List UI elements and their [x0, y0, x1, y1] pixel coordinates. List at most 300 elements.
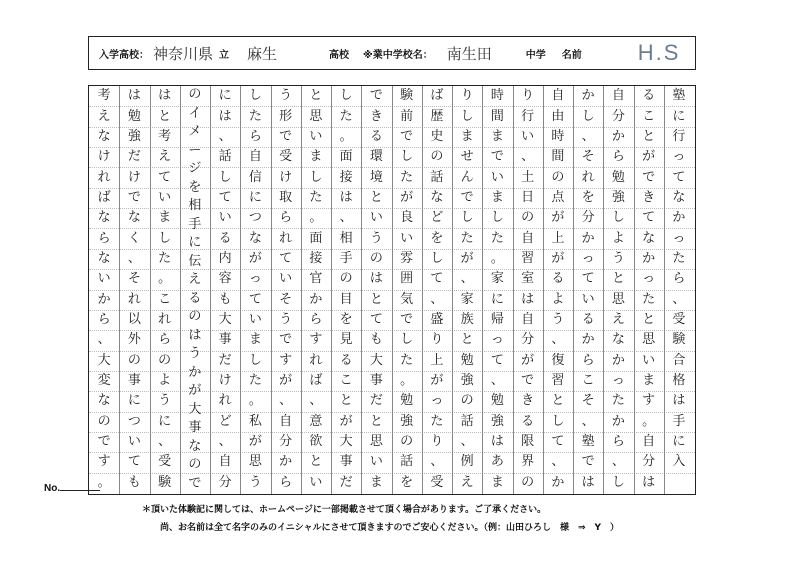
essay-char: き	[642, 189, 656, 205]
essay-char: っ	[581, 250, 595, 266]
grid-column-line	[240, 86, 241, 494]
essay-char: 由	[551, 108, 565, 124]
essay-char: が	[551, 210, 565, 226]
essay-char: に	[672, 108, 686, 124]
essay-char: 接	[339, 169, 353, 185]
essay-char: 、	[611, 454, 625, 470]
essay-char: つ	[127, 413, 141, 429]
essay-char: ま	[248, 332, 262, 348]
essay-char: 思	[369, 434, 383, 450]
essay-char: 日	[521, 189, 535, 205]
essay-char: 受	[430, 474, 444, 490]
essay-char: を	[188, 179, 202, 195]
essay-char: 思	[642, 332, 656, 348]
essay-char: ま	[460, 128, 474, 144]
essay-char: ら	[248, 128, 262, 144]
essay-char: ば	[309, 373, 323, 389]
essay-char: 自	[279, 413, 293, 429]
essay-char: ま	[369, 474, 383, 490]
essay-char: だ	[127, 149, 141, 165]
essay-char: 手	[672, 413, 686, 429]
essay-char: 族	[460, 312, 474, 328]
essay-char: な	[642, 230, 656, 246]
essay-char: す	[642, 393, 656, 409]
essay-char: た	[672, 250, 686, 266]
essay-column	[573, 86, 603, 494]
essay-char: い	[581, 291, 595, 307]
essay-char: ら	[97, 312, 111, 328]
essay-char: 史	[430, 128, 444, 144]
essay-char: 欲	[309, 434, 323, 450]
essay-char: た	[490, 230, 504, 246]
essay-char: 、	[218, 128, 232, 144]
essay-char: き	[369, 108, 383, 124]
essay-char: て	[127, 454, 141, 470]
essay-char: が	[551, 250, 565, 266]
header-row	[88, 36, 696, 70]
essay-char: か	[611, 128, 625, 144]
essay-char: 格	[672, 373, 686, 389]
essay-char: 、	[551, 454, 565, 470]
essay-char: 土	[521, 169, 535, 185]
essay-char: い	[309, 474, 323, 490]
essay-char: そ	[127, 271, 141, 287]
essay-column	[634, 86, 664, 494]
essay-char: し	[218, 169, 232, 185]
essay-char: 官	[309, 271, 323, 287]
essay-char: 事	[369, 373, 383, 389]
essay-char: す	[97, 454, 111, 470]
essay-char: い	[490, 169, 504, 185]
grid-column-line	[452, 86, 453, 494]
essay-char: 勉	[460, 352, 474, 368]
grid-column-line	[150, 86, 151, 494]
essay-char: け	[127, 169, 141, 185]
essay-char: 、	[581, 128, 595, 144]
essay-char: 上	[430, 352, 444, 368]
essay-char: れ	[309, 352, 323, 368]
grid-column-line	[664, 86, 665, 494]
essay-char: え	[158, 149, 172, 165]
essay-char: は	[218, 108, 232, 124]
grid-column-line	[513, 86, 514, 494]
essay-char: は	[642, 474, 656, 490]
essay-char: っ	[248, 271, 262, 287]
essay-char: 上	[551, 230, 565, 246]
essay-char: の	[369, 250, 383, 266]
essay-char: で	[581, 454, 595, 470]
essay-char: と	[309, 454, 323, 470]
essay-char: し	[400, 332, 414, 348]
essay-char: り	[521, 88, 535, 104]
essay-char: し	[248, 88, 262, 104]
essay-char: 入	[672, 454, 686, 470]
essay-char: 、	[218, 434, 232, 450]
essay-char: れ	[158, 312, 172, 328]
essay-char: い	[248, 312, 262, 328]
essay-char: と	[460, 332, 474, 348]
essay-char: 。	[97, 474, 111, 490]
essay-char: ま	[490, 474, 504, 490]
essay-char: ー	[188, 142, 202, 158]
essay-char: か	[97, 291, 111, 307]
essay-char: を	[339, 312, 353, 328]
footer-note-2: 尚、お名前は全て名字のみのイニシャルにさせて頂きますのでご安心ください。（例：山田ひろし 様 ⇒ Y ）	[160, 523, 620, 533]
essay-char: っ	[672, 230, 686, 246]
essay-char: 自	[521, 312, 535, 328]
essay-column	[150, 86, 180, 494]
essay-char: だ	[369, 393, 383, 409]
essay-char: で	[279, 332, 293, 348]
essay-char: に	[188, 235, 202, 251]
essay-char: れ	[218, 393, 232, 409]
essay-char: と	[611, 271, 625, 287]
essay-char: で	[97, 434, 111, 450]
essay-char: に	[218, 88, 232, 104]
essay-char: な	[248, 230, 262, 246]
essay-char: う	[279, 88, 293, 104]
essay-char: で	[642, 169, 656, 185]
essay-char: 、	[127, 250, 141, 266]
essay-char: 、	[430, 454, 444, 470]
essay-char: か	[672, 210, 686, 226]
essay-char: 相	[188, 198, 202, 214]
essay-char: な	[127, 210, 141, 226]
essay-char: 。	[309, 210, 323, 226]
essay-char: 例	[460, 454, 474, 470]
essay-char: が	[521, 352, 535, 368]
essay-char: は	[490, 434, 504, 450]
essay-char: 分	[642, 454, 656, 470]
essay-char: て	[551, 434, 565, 450]
essay-char: メ	[188, 124, 202, 140]
essay-char: 話	[218, 149, 232, 165]
essay-char: 時	[551, 128, 565, 144]
essay-char: ら	[279, 474, 293, 490]
grid-column-line	[301, 86, 302, 494]
essay-char: し	[460, 210, 474, 226]
essay-char: い	[218, 210, 232, 226]
essay-char: 。	[490, 250, 504, 266]
essay-char: で	[400, 312, 414, 328]
essay-char: せ	[460, 149, 474, 165]
essay-char: か	[611, 352, 625, 368]
essay-char: は	[158, 88, 172, 104]
essay-char: し	[551, 413, 565, 429]
essay-char: な	[97, 250, 111, 266]
essay-column	[422, 86, 452, 494]
essay-char: の	[97, 413, 111, 429]
essay-column	[543, 86, 573, 494]
essay-char: て	[672, 169, 686, 185]
essay-char: 受	[158, 454, 172, 470]
essay-char: る	[642, 88, 656, 104]
essay-char: を	[581, 189, 595, 205]
essay-char: っ	[430, 393, 444, 409]
essay-char: た	[158, 250, 172, 266]
essay-char: 分	[521, 332, 535, 348]
essay-char: 勉	[490, 393, 504, 409]
essay-char: 塾	[581, 434, 595, 450]
essay-char: 界	[521, 454, 535, 470]
essay-char: 塾	[672, 88, 686, 104]
essay-char: え	[188, 272, 202, 288]
essay-char: 家	[490, 271, 504, 287]
essay-column	[361, 86, 391, 494]
essay-char: よ	[551, 291, 565, 307]
essay-char: て	[158, 169, 172, 185]
essay-column	[664, 86, 694, 494]
essay-char: 自	[218, 454, 232, 470]
essay-char: よ	[611, 230, 625, 246]
essay-char: っ	[611, 373, 625, 389]
essay-char: 、	[460, 434, 474, 450]
essay-char: ら	[158, 332, 172, 348]
essay-char: が	[279, 373, 293, 389]
essay-column	[331, 86, 361, 494]
essay-char: れ	[97, 169, 111, 185]
essay-char: 面	[339, 149, 353, 165]
essay-char: 強	[611, 189, 625, 205]
essay-char: け	[218, 373, 232, 389]
essay-char: 境	[369, 169, 383, 185]
essay-char: 目	[339, 291, 353, 307]
essay-column	[271, 86, 301, 494]
essay-char: し	[158, 230, 172, 246]
essay-char: 囲	[400, 271, 414, 287]
essay-char: 接	[309, 250, 323, 266]
essay-char: に	[248, 189, 262, 205]
essay-char: 見	[339, 332, 353, 348]
essay-char: し	[581, 108, 595, 124]
essay-char: て	[248, 291, 262, 307]
middle-school-value: 南生田	[446, 44, 492, 63]
essay-char: 分	[218, 474, 232, 490]
essay-char: も	[369, 332, 383, 348]
essay-char: 事	[339, 454, 353, 470]
essay-char: は	[369, 271, 383, 287]
essay-char: 手	[339, 250, 353, 266]
essay-char: な	[188, 438, 202, 454]
middle-school-label: ※業中学校名：	[363, 49, 433, 61]
essay-char: は	[339, 189, 353, 205]
essay-char: る	[188, 290, 202, 306]
essay-char: い	[158, 189, 172, 205]
essay-char: て	[430, 271, 444, 287]
essay-char: 分	[581, 210, 595, 226]
essay-char: し	[611, 474, 625, 490]
essay-column	[513, 86, 543, 494]
essay-char: が	[248, 250, 262, 266]
essay-grid	[88, 85, 696, 495]
essay-char: イ	[188, 105, 202, 121]
essay-char: か	[611, 413, 625, 429]
essay-char: え	[611, 312, 625, 328]
essay-char: 。	[642, 413, 656, 429]
essay-char: 面	[309, 230, 323, 246]
essay-char: か	[279, 454, 293, 470]
essay-char: が	[460, 250, 474, 266]
essay-char: の	[339, 271, 353, 287]
essay-char: 気	[400, 291, 414, 307]
essay-column	[452, 86, 482, 494]
essay-char: の	[400, 434, 414, 450]
essay-char: の	[127, 352, 141, 368]
essay-char: が	[430, 373, 444, 389]
essay-char: 私	[248, 413, 262, 429]
essay-char: 変	[97, 373, 111, 389]
essay-char: と	[642, 128, 656, 144]
essay-char: 自	[248, 149, 262, 165]
essay-char: し	[248, 352, 262, 368]
essay-char: 大	[218, 312, 232, 328]
essay-char: 、	[460, 271, 474, 287]
essay-char: る	[339, 352, 353, 368]
grid-column-line	[210, 86, 211, 494]
essay-char: ら	[672, 271, 686, 287]
essay-char: ば	[97, 189, 111, 205]
essay-char: 手	[188, 216, 202, 232]
essay-char: い	[97, 271, 111, 287]
essay-char: 自	[642, 434, 656, 450]
essay-char: た	[309, 189, 323, 205]
essay-column	[210, 86, 240, 494]
essay-char: 点	[551, 189, 565, 205]
essay-char: 容	[218, 271, 232, 287]
essay-char: ら	[611, 434, 625, 450]
essay-char: っ	[490, 332, 504, 348]
essay-column	[301, 86, 331, 494]
grid-column-line	[573, 86, 574, 494]
essay-char: て	[369, 312, 383, 328]
essay-char: け	[97, 149, 111, 165]
essay-char: と	[309, 88, 323, 104]
essay-char: 、	[339, 210, 353, 226]
essay-char: 良	[400, 210, 414, 226]
essay-char: し	[430, 250, 444, 266]
high-school-label: 高校	[329, 49, 350, 61]
grid-column-line	[271, 86, 272, 494]
essay-char: 行	[521, 108, 535, 124]
essay-char: た	[460, 230, 474, 246]
essay-char: は	[127, 88, 141, 104]
essay-char: 復	[551, 352, 565, 368]
essay-char: 家	[460, 291, 474, 307]
essay-char: で	[369, 88, 383, 104]
essay-char: し	[490, 210, 504, 226]
essay-char: た	[248, 108, 262, 124]
essay-char: い	[400, 230, 414, 246]
essay-char: 勉	[127, 108, 141, 124]
essay-char: に	[490, 291, 504, 307]
essay-char: 大	[188, 401, 202, 417]
essay-char: の	[551, 169, 565, 185]
middle-school-suffix: 中学	[525, 49, 546, 61]
essay-char: が	[248, 434, 262, 450]
essay-char: の	[430, 149, 444, 165]
essay-char: 前	[400, 108, 414, 124]
grid-column-line	[482, 86, 483, 494]
essay-char: こ	[642, 108, 656, 124]
essay-char: か	[309, 291, 323, 307]
essay-char: は	[581, 474, 595, 490]
essay-char: に	[158, 413, 172, 429]
essay-char: て	[581, 271, 595, 287]
essay-char: を	[430, 230, 444, 246]
essay-char: う	[188, 346, 202, 362]
essay-char: る	[581, 312, 595, 328]
grid-column-line	[543, 86, 544, 494]
essay-char: は	[188, 327, 202, 343]
essay-char: 。	[339, 128, 353, 144]
essay-char: う	[369, 230, 383, 246]
essay-char: 歴	[430, 108, 444, 124]
essay-char: 形	[279, 108, 293, 124]
essay-char: 環	[369, 149, 383, 165]
essay-char: ら	[581, 352, 595, 368]
essay-char: も	[218, 291, 232, 307]
essay-char: 、	[521, 149, 535, 165]
essay-char: と	[369, 189, 383, 205]
essay-char: の	[521, 474, 535, 490]
essay-char: 考	[97, 88, 111, 104]
essay-char: と	[339, 393, 353, 409]
public-label: 立	[219, 49, 230, 61]
essay-char: を	[400, 474, 414, 490]
essay-char: か	[551, 474, 565, 490]
essay-char: う	[158, 393, 172, 409]
essay-char: 強	[127, 128, 141, 144]
essay-char: だ	[339, 474, 353, 490]
grid-column-line	[422, 86, 423, 494]
essay-char: の	[188, 87, 202, 103]
essay-column	[240, 86, 270, 494]
essay-char: 考	[158, 128, 172, 144]
name-label: 名前	[561, 49, 582, 61]
essay-char: 間	[551, 149, 565, 165]
essay-char: で	[127, 189, 141, 205]
essay-char: 自	[611, 88, 625, 104]
essay-char: が	[339, 413, 353, 429]
essay-char: た	[400, 169, 414, 185]
essay-char: か	[642, 250, 656, 266]
essay-char: し	[309, 169, 323, 185]
essay-char: い	[369, 454, 383, 470]
essay-char: 験	[158, 474, 172, 490]
essay-char: な	[97, 128, 111, 144]
essay-char: と	[551, 393, 565, 409]
essay-char: た	[248, 373, 262, 389]
essay-char: た	[400, 352, 414, 368]
grid-column-line	[361, 86, 362, 494]
essay-char: 内	[218, 250, 232, 266]
essay-char: な	[611, 332, 625, 348]
essay-char: ん	[460, 169, 474, 185]
essay-char: 大	[339, 434, 353, 450]
essay-char: 、	[551, 332, 565, 348]
essay-char: 思	[611, 291, 625, 307]
essay-char: ま	[490, 189, 504, 205]
essay-char: た	[339, 108, 353, 124]
essay-char: 間	[490, 108, 504, 124]
essay-char: 外	[127, 332, 141, 348]
essay-char: 伝	[188, 253, 202, 269]
grid-column-line	[634, 86, 635, 494]
essay-char: の	[188, 457, 202, 473]
essay-char: 合	[672, 352, 686, 368]
essay-char: と	[369, 291, 383, 307]
essay-char: つ	[248, 210, 262, 226]
